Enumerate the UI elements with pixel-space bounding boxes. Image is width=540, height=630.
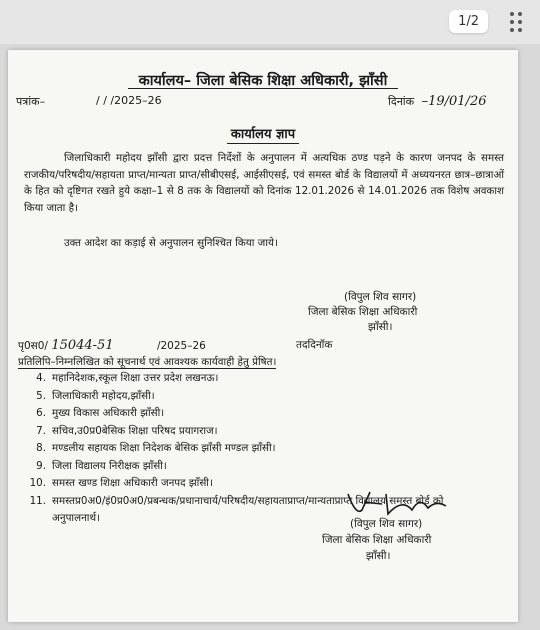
- office-title: कार्यालय– जिला बेसिक शिक्षा अधिकारी, झाँसी: [138, 73, 388, 89]
- officer-designation: जिला बेसिक शिक्षा अधिकारी: [308, 306, 418, 318]
- list-item: 7. सचिव,उ0प्र0बेसिक शिक्षा परिषद प्रयागराज।: [36, 424, 218, 437]
- date-field: [388, 94, 486, 109]
- title-divider: [128, 88, 398, 89]
- officer-name: (विपुल शिव सागर): [344, 291, 417, 303]
- list-item: 8. मण्डलीय सहायक शिक्षा निदेशक बेसिक झाँसी मण्डल झाँसी।: [36, 442, 276, 454]
- ref-date-label: तददिनॉक: [296, 339, 333, 351]
- list-item: 5. जिलाधिकारी महोदय,झाँसी।: [36, 389, 155, 402]
- signature-block-2: [322, 498, 431, 564]
- office-order-text: कार्यालय ज्ञाप: [227, 127, 299, 144]
- letter-reference: [18, 338, 206, 353]
- grid-dots-icon: [510, 12, 522, 32]
- officer-place: झाँसी।: [368, 321, 393, 333]
- reference-number: / / /2025–26: [96, 94, 162, 107]
- office-order-heading: [8, 124, 518, 142]
- signature-block-1: [308, 290, 417, 335]
- compliance-paragraph: उक्त आदेश का कड़ाई से अनुपालन सुनिश्चित किया जाये।: [64, 237, 278, 249]
- list-item: 4. महानिदेशक,स्कूल शिक्षा उत्तर प्रदेश लखनऊ।: [36, 372, 219, 384]
- officer-place-2: झाँसी।: [366, 550, 391, 562]
- handwritten-ref-number: 15044-51: [51, 338, 114, 353]
- copy-to-line: [18, 355, 276, 369]
- officer-designation-2: जिला बेसिक शिक्षा अधिकारी: [322, 534, 432, 546]
- patrank-label: पत्रांक–: [16, 95, 46, 108]
- menu-button[interactable]: [502, 8, 530, 36]
- list-item: 11. समस्तप्र0अ0/इं0प्र0अ0/प्रबन्धक/प्रधानाचार्य/परिषदीय/सहायताप्राप्त/मान्यताप्राप्त विद्यालय समस्त बोर्ड को अनुपालनार्थ।: [29, 494, 444, 524]
- viewer-toolbar: [0, 0, 540, 44]
- handwritten-date: –19/01/26: [421, 94, 487, 109]
- handwritten-signature: [342, 488, 462, 518]
- date-label: दिनांक: [388, 95, 415, 108]
- list-item: 9. जिला विद्यालय निरीक्षक झाँसी।: [36, 459, 167, 472]
- ref-prefix: पृ0स0/: [18, 340, 48, 352]
- officer-name-2: (विपुल शिव सागर): [350, 518, 423, 530]
- document-page: [8, 50, 518, 622]
- ref-year: /2025–26: [156, 340, 206, 352]
- copy-to-text: प्रतिलिपि–निम्नलिखित को सूचनार्थ एवं आवश्यक कार्यवाही हेतु प्रेषित।: [18, 356, 277, 368]
- page-counter: 1/2: [449, 10, 488, 33]
- order-paragraph: जिलाधिकारी महोदय झाँसी द्वारा प्रदत्त निर्देशों के अनुपालन में अत्यधिक ठण्ड पड़ने के कारण जनपद के समस्त राजकीय/परिषदीय/सहायता प्राप्त/मान्यता प्राप्त/सीबीएसई, आईसीएसई, एवं समस्त बोर्ड के विद्यालयों में अध्ययनरत छात्र–छात्राओं के हित को दृष्टिगत रखते हुये कक्षा–1 से 8 तक के विद्यालयों को दिनांक 12.01.2026 से 14.01.2026 तक विशेष अवकाश किया जाता है।: [24, 152, 504, 214]
- list-item: 6. मुख्य विकास अधिकारी झाँसी।: [36, 407, 165, 419]
- list-item: 10. समस्त खण्ड शिक्षा अधिकारी जनपद झाँसी।: [29, 477, 213, 489]
